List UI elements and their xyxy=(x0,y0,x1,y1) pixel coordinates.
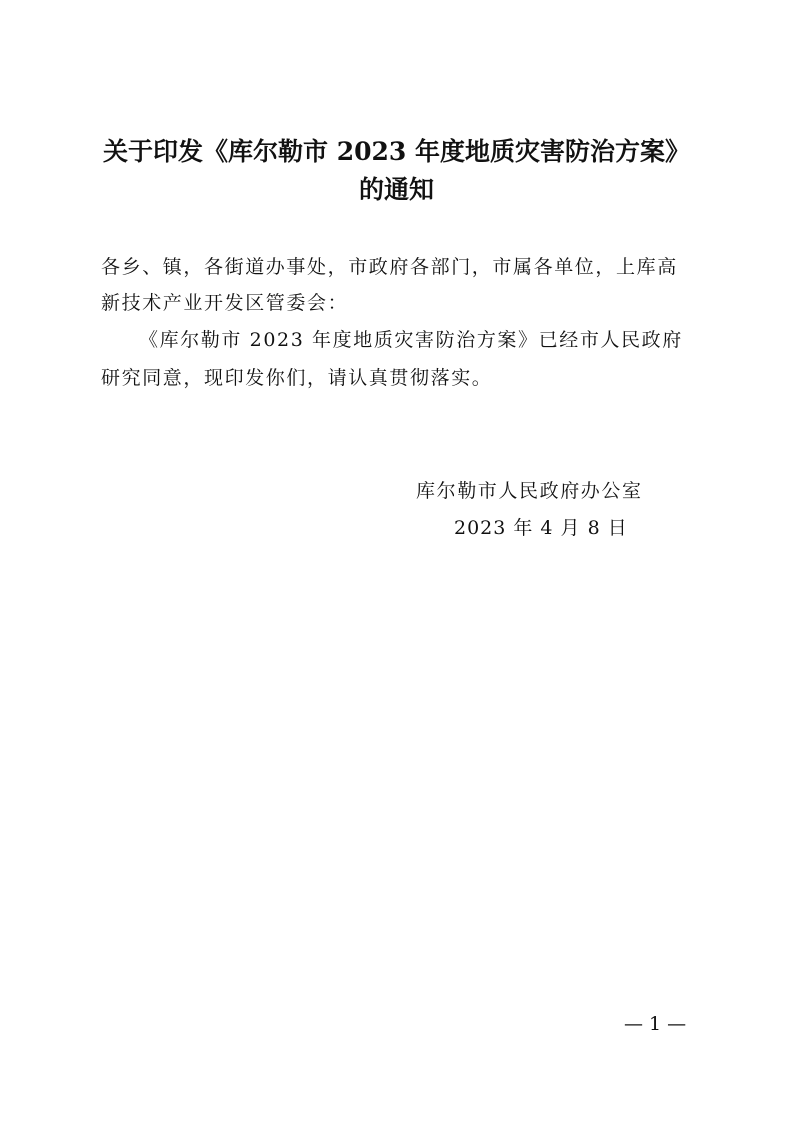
signer: 库尔勒市人民政府办公室 xyxy=(416,480,643,502)
recipients-line-2: 新技术产业开发区管委会： xyxy=(101,292,349,314)
signature-date: 2023 年 4 月 8 日 xyxy=(454,517,628,539)
page-number: — 1 — xyxy=(624,1013,687,1035)
document-title-line-2: 的通知 xyxy=(358,175,434,204)
body-line-1: 《库尔勒市 2023 年度地质灾害防治方案》已经市人民政府 xyxy=(139,329,683,351)
document-title-line-1: 关于印发《库尔勒市 2023 年度地质灾害防治方案》 xyxy=(103,137,690,166)
recipients-line-1: 各乡、镇，各街道办事处，市政府各部门，市属各单位，上库高 xyxy=(101,256,678,278)
body-line-2: 研究同意，现印发你们，请认真贯彻落实。 xyxy=(101,367,493,389)
